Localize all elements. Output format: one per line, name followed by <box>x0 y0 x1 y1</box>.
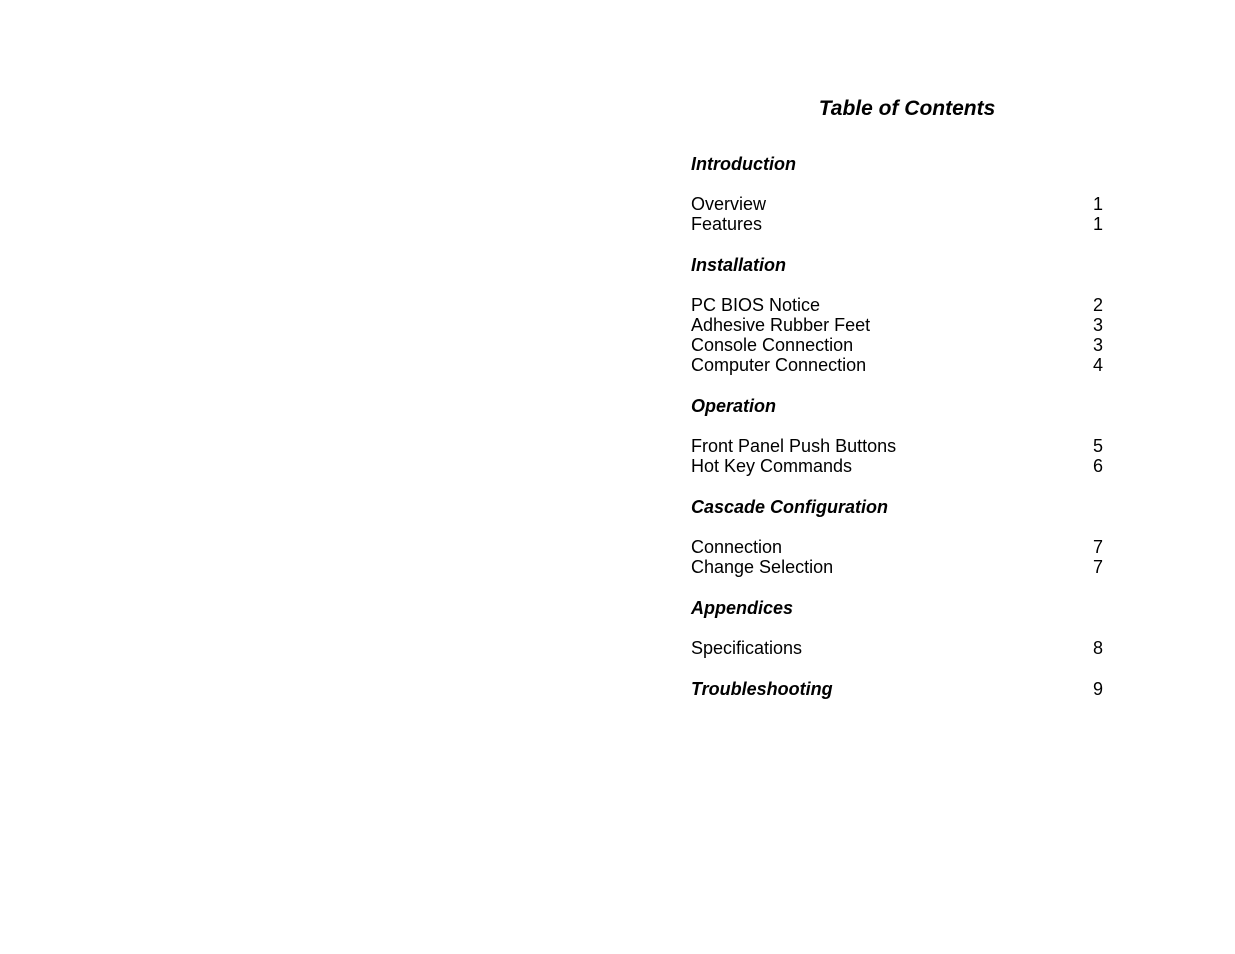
section-heading-label: Installation <box>691 255 787 275</box>
section-heading[interactable] <box>691 153 1103 175</box>
toc-entry[interactable] <box>691 456 1103 476</box>
entry-page-number: 4 <box>1092 355 1103 375</box>
section-heading-label: Troubleshooting <box>691 679 833 699</box>
entry-label: Hot Key Commands <box>691 456 853 476</box>
toc-section-operation <box>691 395 1103 476</box>
entry-label: Connection <box>691 537 783 557</box>
section-heading-label: Introduction <box>691 154 796 174</box>
entry-label: Adhesive Rubber Feet <box>691 315 871 335</box>
toc-entry[interactable] <box>691 335 1103 355</box>
entry-page-number: 5 <box>1092 436 1103 456</box>
entry-page-number: 7 <box>1092 557 1103 577</box>
table-of-contents <box>691 95 1103 719</box>
section-heading-label: Operation <box>691 396 777 416</box>
toc-entry[interactable] <box>691 557 1103 577</box>
entry-page-number: 6 <box>1092 456 1103 476</box>
section-entries <box>691 638 1103 658</box>
entry-page-number: 1 <box>1092 214 1103 234</box>
entry-label: Overview <box>691 194 767 214</box>
toc-entry[interactable] <box>691 638 1103 658</box>
toc-title: Table of Contents <box>818 97 996 120</box>
toc-entry[interactable] <box>691 295 1103 315</box>
section-heading[interactable] <box>691 496 1103 518</box>
entry-page-number: 3 <box>1092 315 1103 335</box>
section-heading[interactable] <box>691 254 1103 276</box>
entry-label: Features <box>691 214 763 234</box>
entry-label: Change Selection <box>691 557 834 577</box>
toc-section-installation <box>691 254 1103 375</box>
entry-page-number: 1 <box>1092 194 1103 214</box>
toc-section-troubleshooting <box>691 678 1103 700</box>
entry-page-number: 8 <box>1092 638 1103 658</box>
entry-page-number: 7 <box>1092 537 1103 557</box>
toc-section-cascade-configuration <box>691 496 1103 577</box>
section-entries <box>691 537 1103 577</box>
section-heading-page-number: 9 <box>1092 679 1103 699</box>
section-heading[interactable] <box>691 395 1103 417</box>
section-entries <box>691 436 1103 476</box>
entry-label: Front Panel Push Buttons <box>691 436 897 456</box>
toc-section-appendices <box>691 597 1103 658</box>
section-heading[interactable] <box>691 678 1103 700</box>
entry-label: PC BIOS Notice <box>691 295 821 315</box>
section-heading[interactable] <box>691 597 1103 619</box>
toc-section-introduction <box>691 153 1103 234</box>
entry-label: Computer Connection <box>691 355 867 375</box>
toc-entry[interactable] <box>691 355 1103 375</box>
toc-entry[interactable] <box>691 214 1103 234</box>
entry-label: Console Connection <box>691 335 854 355</box>
toc-entry[interactable] <box>691 436 1103 456</box>
entry-label: Specifications <box>691 638 803 658</box>
entry-page-number: 2 <box>1092 295 1103 315</box>
section-heading-label: Appendices <box>691 598 794 618</box>
toc-entry[interactable] <box>691 315 1103 335</box>
entry-page-number: 3 <box>1092 335 1103 355</box>
toc-entry[interactable] <box>691 537 1103 557</box>
section-entries <box>691 295 1103 375</box>
toc-entry[interactable] <box>691 194 1103 214</box>
section-heading-label: Cascade Configuration <box>691 497 889 517</box>
section-entries <box>691 194 1103 234</box>
